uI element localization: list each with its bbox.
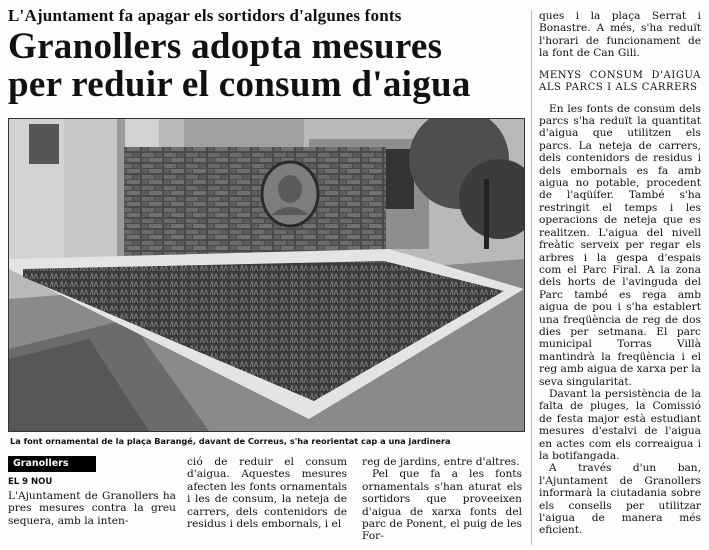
dateline: EL 9 NOU bbox=[8, 477, 53, 488]
column-divider bbox=[531, 10, 532, 545]
section-tag: Granollers bbox=[8, 456, 96, 472]
body-paragraph: A través d'un ban, l'Ajuntament de Granollers informarà la ciutadania sobre els consells per utilitzar l'aigua de manera més eficient. bbox=[539, 462, 701, 537]
body-column-4 bbox=[539, 10, 701, 537]
body-paragraph: En les fonts de consum dels parcs s'ha reduït la quantitat d'aigua que utilitzen els parcs. La neteja de carrers, dels contenidors de residus i dels embornals es fa amb aigua no potable, procedent de l'aqüífer. També s'ha restringit el temps i les operacions de neteja que es realitzen. L'aigua del nivell freàtic serveix per regar els arbres i la gespa d'espais com el Parc Firal. A la zona dels horts de l'avinguda del Parc també es rega amb aigua de pou i s'ha establert una freqüència de reg de dos dies per setmana. El parc municipal Torras Villà mantindrà la freqüència i el reg amb aigua de xarxa per la seva singularitat. bbox=[539, 102, 701, 388]
photo-caption: La font ornamental de la plaça Barangé, davant de Correus, s'ha reorientat cap a una jardinera bbox=[10, 436, 451, 446]
body-paragraph: ció de reduir el consum d'aigua. Aquestes mesures afecten les fonts ornamentals i les de consum, la neteja de carrers, dels contenidors de residus i dels embornals, i el bbox=[187, 456, 347, 531]
article-kicker: L'Ajuntament fa apagar els sortidors d'algunes fonts bbox=[8, 6, 402, 25]
article-photo bbox=[8, 118, 525, 432]
body-column-2 bbox=[187, 456, 347, 530]
article-headline bbox=[8, 28, 528, 104]
body-column-1 bbox=[8, 456, 176, 527]
headline-line-1: Granollers adopta mesures bbox=[8, 26, 443, 67]
body-paragraph: ques i la plaça Serrat i Bonastre. A més, s'ha reduït l'horari de funcionament de la font de Can Gili. bbox=[539, 10, 701, 60]
body-paragraph: L'Ajuntament de Granollers ha pres mesures contra la greu sequera, amb la inten- bbox=[8, 489, 176, 527]
body-paragraph: Davant la persistència de la falta de pluges, la Comissió de festa major està estudiant mesures d'estalvi de l'aigua en actes com els correaigua i la botifangada. bbox=[539, 387, 701, 462]
fountain-planter-photo bbox=[9, 119, 524, 431]
body-paragraph: Pel que fa a les fonts ornamentals s'han aturat els sortidors que proveeixen d'aigua de xarxa fonts del parc de Ponent, el puig de les For- bbox=[362, 468, 522, 543]
body-column-3 bbox=[362, 456, 522, 543]
headline-line-2: per reduir el consum d'aigua bbox=[8, 64, 471, 105]
body-paragraph: reg de jardins, entre d'altres. bbox=[362, 456, 520, 468]
section-subhead: MENYS CONSUM D'AIGUA ALS PARCS I ALS CARRERS bbox=[539, 69, 701, 93]
